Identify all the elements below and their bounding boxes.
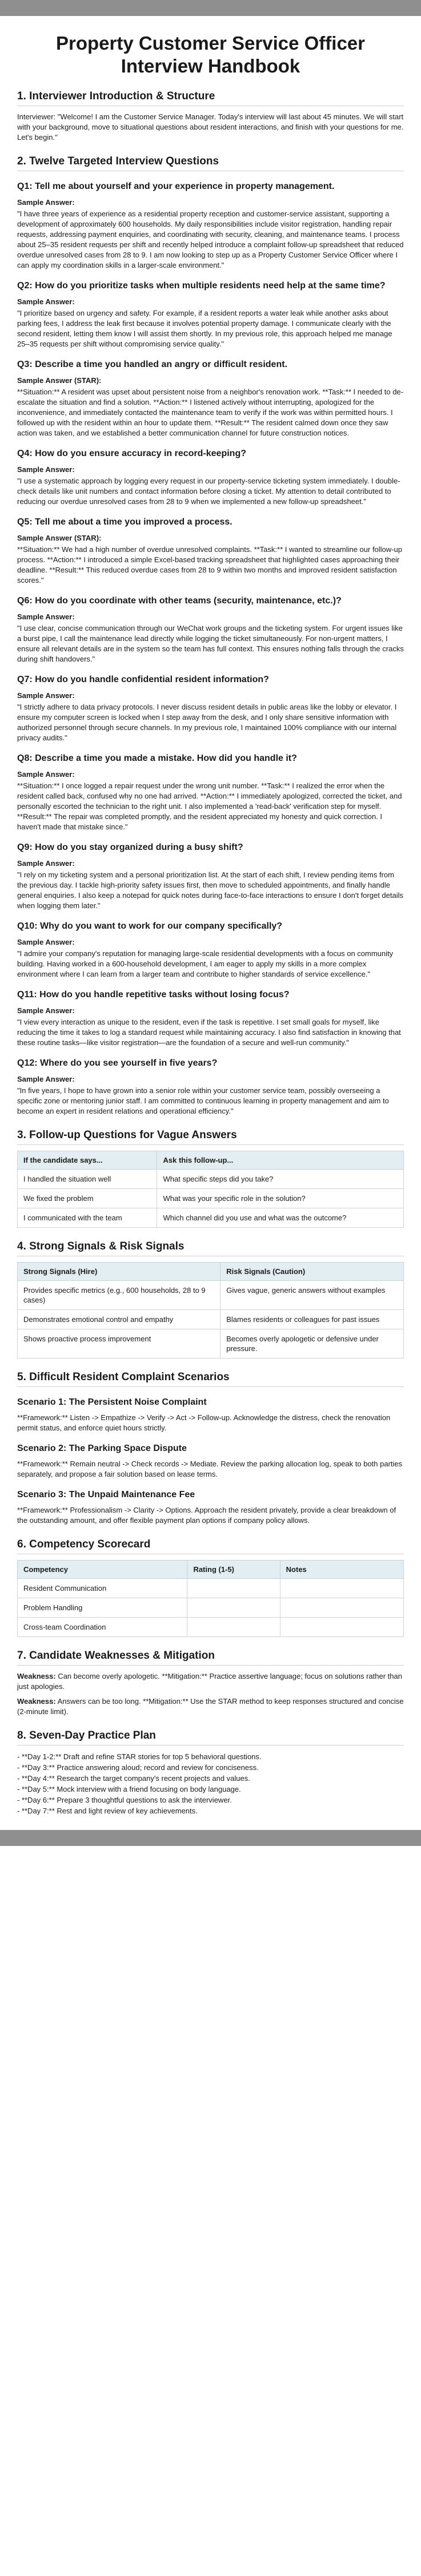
question-heading: Q7: How do you handle confidential resident information? bbox=[17, 675, 269, 684]
sample-answer-text: "I view every interaction as unique to the resident, even if the task is repetitive. I set small goals for myself, like reducing the time it takes to log a standard request while maintaining accuracy. I also find satisfaction in knowing that these routine tasks—like visitor registration—are the foundation of a secure and well-run community." bbox=[17, 1018, 401, 1047]
table-row bbox=[18, 1208, 404, 1228]
list-item: - **Day 3:** Practice answering aloud; record and review for conciseness. bbox=[17, 1763, 259, 1772]
section-heading-followups: 3. Follow-up Questions for Vague Answers bbox=[17, 1129, 404, 1145]
sample-answer-text: "I use a systematic approach by logging every request in our property-service ticketing system immediately. I double-check details like unit numbers and contact information before closing a ticket. My attention to detail contributed to reducing our overdue unresolved cases from 28 to 9 when we implemented a new follow-up spreadsheet." bbox=[17, 477, 400, 506]
sample-answer-label: Sample Answer: bbox=[17, 691, 75, 700]
table-row bbox=[18, 1579, 404, 1598]
rating-cell[interactable] bbox=[187, 1598, 280, 1618]
table-cell: We fixed the problem bbox=[18, 1189, 157, 1208]
notes-cell[interactable] bbox=[280, 1579, 403, 1598]
table-cell: Gives vague, generic answers without examples bbox=[220, 1281, 404, 1310]
notes-cell[interactable] bbox=[280, 1618, 403, 1637]
table-cell: What was your specific role in the solution? bbox=[157, 1189, 404, 1208]
table-cell: What specific steps did you take? bbox=[157, 1170, 404, 1189]
scenario-text: **Framework:** Professionalism -> Clarity -> Options. Approach the resident privately, provide a clear breakdown of the outstanding amount, and offer flexible payment plan options if company policy allows. bbox=[17, 1506, 396, 1525]
table-cell: Resident Communication bbox=[18, 1579, 187, 1598]
question-heading: Q10: Why do you want to work for our company specifically? bbox=[17, 921, 283, 931]
top-bar bbox=[0, 0, 421, 16]
question-heading: Q9: How do you stay organized during a busy shift? bbox=[17, 842, 243, 852]
question-heading: Q8: Describe a time you made a mistake. How did you handle it? bbox=[17, 753, 297, 763]
table-cell: Shows proactive process improvement bbox=[18, 1329, 220, 1358]
document-title: Property Customer Service Officer Interview Handbook bbox=[55, 33, 366, 76]
followups-col-1: If the candidate says... bbox=[18, 1151, 157, 1170]
question-heading: Q4: How do you ensure accuracy in record-keeping? bbox=[17, 449, 246, 458]
table-cell: Cross-team Coordination bbox=[18, 1618, 187, 1637]
bottom-bar bbox=[0, 1830, 421, 1846]
table-cell: Which channel did you use and what was the outcome? bbox=[157, 1208, 404, 1228]
weakness-label: Weakness: bbox=[17, 1672, 56, 1680]
section-heading-scenarios: 5. Difficult Resident Complaint Scenarios bbox=[17, 1371, 404, 1387]
table-cell: I communicated with the team bbox=[18, 1208, 157, 1228]
sample-answer-text: "I have three years of experience as a residential property reception and customer-service assistant, supporting a development of approximately 600 households. My daily responsibilities include visitor registration, handling repair requests, addressing payment enquiries, and coordinating with security, cleaning, and maintenance teams. I process about 25–35 resident requests per shift and recently helped introduce a complaint follow-up spreadsheet that reduced overdue unresolved cases from 28 to 9. I am now looking to step up as a Property Customer Service Officer where I can apply my coordination skills in a larger-scale environment." bbox=[17, 209, 404, 269]
scorecard-col-competency: Competency bbox=[18, 1561, 187, 1579]
document-page bbox=[17, 16, 404, 1816]
sample-answer-text: **Situation:** I once logged a repair request under the wrong unit number. **Task:** I realized the error when the resident called back, confused why no one had arrived. **Action:** I immediately apologized, corrected the ticket, and personally escorted the technician to the right unit. I also implemented a 'read-back' verification step for myself. **Result:** The repair was completed promptly, and the resident appreciated my honesty and quick correction. I haven't made that mistake since." bbox=[17, 781, 402, 831]
practice-plan-list bbox=[17, 1751, 404, 1816]
intro-text: Interviewer: "Welcome! I am the Customer Service Manager. Today's interview will last about 45 minutes. We will start with your background, move to situational questions about resident interactions, and finish with your questions for me. Let's begin." bbox=[17, 112, 404, 142]
scenario-title: Scenario 2: The Parking Space Dispute bbox=[17, 1444, 187, 1453]
table-row bbox=[18, 1310, 404, 1329]
question-heading: Q11: How do you handle repetitive tasks without losing focus? bbox=[17, 990, 290, 999]
section-heading-intro: 1. Interviewer Introduction & Structure bbox=[17, 90, 404, 106]
sample-answer-text: "I prioritize based on urgency and safety. For example, if a resident reports a water leak while another asks about parking fees, I address the leak first because it involves potential property damage. I communicate clearly with the second resident, letting them know I will assist them shortly. In my previous role, this approach helped me manage 25–35 requests per shift without compromising service quality." bbox=[17, 309, 392, 348]
questions-list bbox=[17, 180, 404, 1116]
scorecard-col-notes: Notes bbox=[280, 1561, 403, 1579]
section-heading-signals: 4. Strong Signals & Risk Signals bbox=[17, 1240, 404, 1256]
scenario-text: **Framework:** Remain neutral -> Check records -> Mediate. Review the parking allocation log, speak to both parties separately, and propose a fair solution based on lease terms. bbox=[17, 1460, 403, 1478]
sample-answer-text: "I admire your company's reputation for managing large-scale residential developments with a focus on community building. Having worked in a 600-household development, I am eager to apply my skills in a more complex environment where I can learn from a larger team and contribute to higher standards of service excellence." bbox=[17, 949, 394, 978]
weakness-item bbox=[17, 1696, 404, 1717]
list-item: - **Day 4:** Research the target company's recent projects and values. bbox=[17, 1774, 250, 1783]
table-row bbox=[18, 1329, 404, 1358]
weakness-item bbox=[17, 1671, 404, 1692]
table-row bbox=[18, 1170, 404, 1189]
sample-answer-label: Sample Answer (STAR): bbox=[17, 534, 102, 542]
signals-col-2: Risk Signals (Caution) bbox=[220, 1263, 404, 1281]
sample-answer-text: "In five years, I hope to have grown into a senior role within your customer service team, possibly overseeing a specific zone or mentoring junior staff. I am committed to continuous learning in property management and aim to become an expert in resident relations and operational efficiency." bbox=[17, 1086, 389, 1115]
sample-answer-label: Sample Answer: bbox=[17, 1006, 75, 1015]
table-cell: Provides specific metrics (e.g., 600 households, 28 to 9 cases) bbox=[18, 1281, 220, 1310]
question-heading: Q1: Tell me about yourself and your experience in property management. bbox=[17, 182, 335, 191]
question-heading: Q5: Tell me about a time you improved a process. bbox=[17, 517, 232, 527]
table-row bbox=[18, 1618, 404, 1637]
weakness-label: Weakness: bbox=[17, 1697, 56, 1706]
sample-answer-text: "I strictly adhere to data privacy protocols. I never discuss resident details in public areas like the lobby or elevator. I ensure my computer screen is locked when I step away from the desk, and I only share sensitive information with authorized personnel through secure channels. In my previous role, I maintained 100% compliance with our internal privacy audits." bbox=[17, 703, 397, 742]
sample-answer-label: Sample Answer: bbox=[17, 859, 75, 868]
table-row bbox=[18, 1189, 404, 1208]
scorecard-col-rating: Rating (1-5) bbox=[187, 1561, 280, 1579]
sample-answer-label: Sample Answer: bbox=[17, 198, 75, 207]
weakness-text: Can become overly apologetic. **Mitigation:** Practice assertive language; focus on solutions rather than just apologies. bbox=[17, 1672, 402, 1691]
sample-answer-text: **Situation:** A resident was upset about persistent noise from a neighbor's renovation work. **Task:** I needed to de-escalate the situation and find a solution. **Action:** I listened actively without interrupting, apologized for the inconvenience, and immediately contacted the maintenance team to verify if the work was within permitted hours. I followed up with the resident within an hour to update them. **Result:** The resident calmed down once they saw action was taken, and we established a better communication channel for future construction notices. bbox=[17, 388, 403, 437]
list-item: - **Day 6:** Prepare 3 thoughtful questions to ask the interviewer. bbox=[17, 1796, 232, 1804]
question-heading: Q12: Where do you see yourself in five years? bbox=[17, 1058, 218, 1068]
section-heading-weaknesses: 7. Candidate Weaknesses & Mitigation bbox=[17, 1650, 404, 1666]
list-item: - **Day 1-2:** Draft and refine STAR stories for top 5 behavioral questions. bbox=[17, 1752, 262, 1761]
sample-answer-label: Sample Answer: bbox=[17, 1075, 75, 1083]
sample-answer-text: "I use clear, concise communication through our WeChat work groups and the ticketing system. For urgent issues like a burst pipe, I call the maintenance lead directly while logging the ticket simultaneously. For non-urgent matters, I ensure all relevant details are in the system so the team has full context. This ensures nothing falls through the cracks during shift handovers." bbox=[17, 624, 404, 663]
followups-table bbox=[17, 1151, 404, 1228]
sample-answer-label: Sample Answer: bbox=[17, 465, 75, 474]
table-cell: Demonstrates emotional control and empathy bbox=[18, 1310, 220, 1329]
scorecard-table bbox=[17, 1560, 404, 1637]
section-heading-plan: 8. Seven-Day Practice Plan bbox=[17, 1730, 404, 1745]
sample-answer-label: Sample Answer: bbox=[17, 938, 75, 946]
table-cell: I handled the situation well bbox=[18, 1170, 157, 1189]
list-item: - **Day 5:** Mock interview with a friend focusing on body language. bbox=[17, 1785, 241, 1793]
table-row bbox=[18, 1598, 404, 1618]
section-heading-scorecard: 6. Competency Scorecard bbox=[17, 1538, 404, 1554]
sample-answer-text: **Situation:** We had a high number of overdue unresolved complaints. **Task:** I wanted to streamline our follow-up process. **Action:** I introduced a simple Excel-based tracking spreadsheet that highlighted cases approaching their deadline. **Result:** This reduced overdue cases from 28 to 9 within two months and improved resident satisfaction scores." bbox=[17, 545, 402, 584]
section-heading-questions: 2. Twelve Targeted Interview Questions bbox=[17, 155, 404, 171]
scenario-title: Scenario 3: The Unpaid Maintenance Fee bbox=[17, 1490, 195, 1499]
list-item: - **Day 7:** Rest and light review of key achievements. bbox=[17, 1807, 198, 1815]
sample-answer-text: "I rely on my ticketing system and a personal prioritization list. At the start of each shift, I review pending items from the previous day. I tackle high-priority safety issues first, then move to scheduled appointments, and finally handle general enquiries. I also keep a notepad for quick notes during face-to-face interactions to ensure I don't forget details when logging them later." bbox=[17, 870, 404, 910]
sample-answer-label: Sample Answer (STAR): bbox=[17, 376, 102, 385]
rating-cell[interactable] bbox=[187, 1618, 280, 1637]
sample-answer-label: Sample Answer: bbox=[17, 770, 75, 779]
sample-answer-label: Sample Answer: bbox=[17, 297, 75, 306]
question-heading: Q2: How do you prioritize tasks when multiple residents need help at the same time? bbox=[17, 281, 386, 291]
table-cell: Becomes overly apologetic or defensive under pressure. bbox=[220, 1329, 404, 1358]
rating-cell[interactable] bbox=[187, 1579, 280, 1598]
scenario-title: Scenario 1: The Persistent Noise Complaint bbox=[17, 1397, 207, 1407]
weakness-text: Answers can be too long. **Mitigation:** Use the STAR method to keep responses structured and concise (2-minute limit). bbox=[17, 1697, 404, 1716]
table-row bbox=[18, 1281, 404, 1310]
notes-cell[interactable] bbox=[280, 1598, 403, 1618]
scenario-text: **Framework:** Listen -> Empathize -> Verify -> Act -> Follow-up. Acknowledge the distress, check the renovation permit status, and enforce quiet hours strictly. bbox=[17, 1413, 391, 1432]
question-heading: Q3: Describe a time you handled an angry or difficult resident. bbox=[17, 360, 287, 369]
question-heading: Q6: How do you coordinate with other teams (security, maintenance, etc.)? bbox=[17, 596, 342, 606]
table-cell: Blames residents or colleagues for past issues bbox=[220, 1310, 404, 1329]
table-cell: Problem Handling bbox=[18, 1598, 187, 1618]
sample-answer-label: Sample Answer: bbox=[17, 612, 75, 621]
signals-col-1: Strong Signals (Hire) bbox=[18, 1263, 220, 1281]
followups-col-2: Ask this follow-up... bbox=[157, 1151, 404, 1170]
signals-table bbox=[17, 1262, 404, 1358]
